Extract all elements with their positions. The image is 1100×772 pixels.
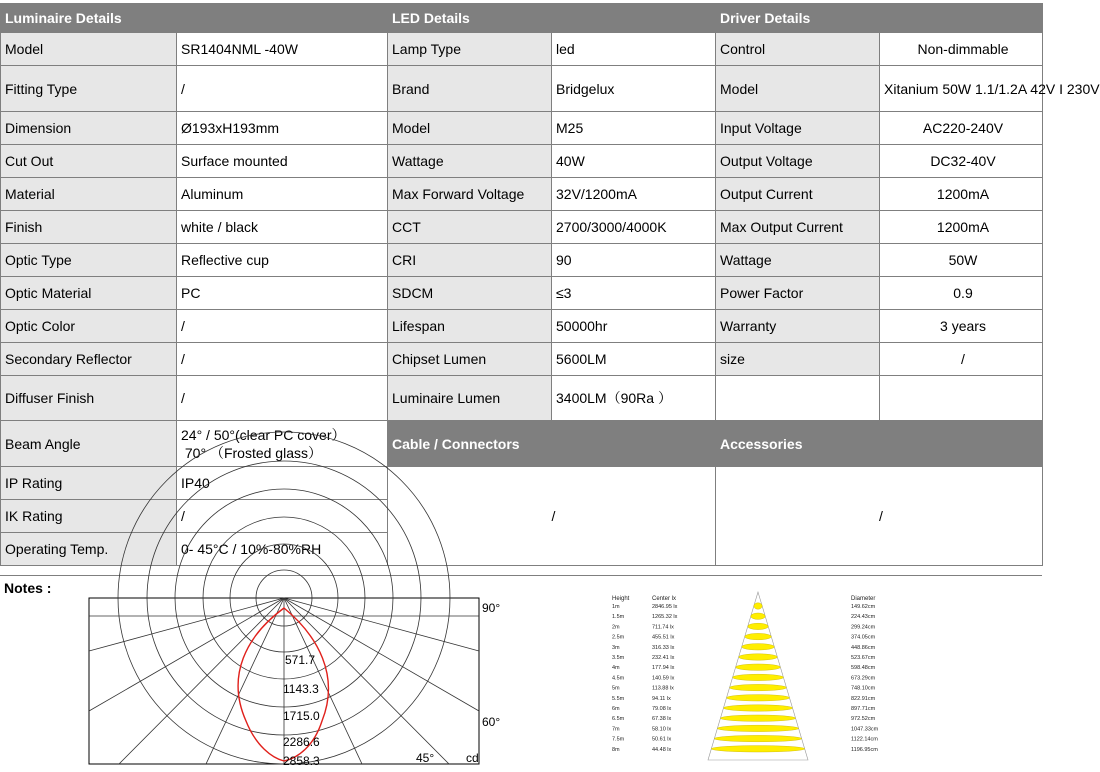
cone-diameter: 149.62cm: [851, 604, 876, 610]
cone-ring: [730, 684, 787, 690]
row-value: 40W: [552, 145, 716, 178]
row-value: /: [177, 376, 388, 421]
row-value: M25: [552, 112, 716, 145]
angle-label: 90°: [482, 601, 501, 615]
header-row: [1, 4, 1043, 33]
row-value: /: [880, 343, 1043, 376]
row-label: Output Voltage: [716, 145, 880, 178]
cable-connectors-value: /: [388, 467, 716, 566]
row-label: Secondary Reflector: [1, 343, 177, 376]
cone-height: 3m: [612, 644, 620, 651]
cone-ring: [736, 664, 781, 670]
cone-diameter: 374.05cm: [851, 634, 876, 641]
cone-ring: [720, 715, 795, 721]
angle-label: 45°: [416, 751, 435, 765]
row-label: CCT: [388, 211, 552, 244]
row-value: 1200mA: [880, 211, 1043, 244]
unit-label: cd: [466, 751, 479, 765]
row-value: 1200mA: [880, 178, 1043, 211]
cone-center-lux: 79.08 lx: [652, 706, 672, 712]
row-label: Max Forward Voltage: [388, 178, 552, 211]
row-value: 32V/1200mA: [552, 178, 716, 211]
cone-column-header: Center lx: [652, 596, 677, 602]
cone-height: 6m: [612, 706, 620, 712]
cone-ring: [723, 705, 792, 711]
row-value: 2700/3000/4000K: [552, 211, 716, 244]
beam-angle-value: [177, 421, 388, 467]
row-label: Wattage: [716, 244, 880, 277]
cable-connectors-header: Cable / Connectors: [388, 421, 716, 467]
table-row: [1, 145, 1043, 178]
cone-height: 7.5m: [612, 736, 625, 743]
row-label: Chipset Lumen: [388, 343, 552, 376]
row-value: 3400LM（90Ra ）: [552, 376, 716, 421]
notes-label: Notes :: [4, 580, 52, 596]
accessories-header: Accessories: [716, 421, 1043, 467]
cone-ring: [711, 746, 804, 752]
row-value: Aluminum: [177, 178, 388, 211]
row-value: 50W: [880, 244, 1043, 277]
row-value: Xitanium 50W 1.1/1.2A 42V I 230V: [880, 66, 1043, 112]
table-row: [1, 343, 1043, 376]
cone-center-lux: 177.94 lx: [652, 665, 675, 672]
header-spacer: [880, 4, 1043, 33]
cone-center-lux: 44.48 lx: [652, 746, 672, 753]
cone-height: 3.5m: [612, 655, 625, 661]
row-label: Optic Material: [1, 277, 177, 310]
empty-cell: [880, 376, 1043, 421]
table-row: [1, 310, 1043, 343]
cone-diameter: 1122.14cm: [851, 736, 878, 743]
empty-cell: [716, 376, 880, 421]
table-row: [1, 178, 1043, 211]
row-label: Warranty: [716, 310, 880, 343]
row-value: Ø193xH193mm: [177, 112, 388, 145]
row-label: Model: [1, 33, 177, 66]
row-label: Wattage: [388, 145, 552, 178]
operating-temp-label: Operating Temp.: [1, 533, 177, 566]
row-label: Optic Color: [1, 310, 177, 343]
spec-table: [0, 3, 1100, 566]
cone-center-lux: 58.10 lx: [652, 726, 672, 733]
cone-ring: [751, 613, 765, 619]
cone-ring: [733, 674, 784, 680]
cone-diameter: 897.71cm: [851, 706, 876, 712]
cone-height: 7m: [612, 726, 620, 733]
cone-height: 2m: [612, 624, 620, 631]
row-label: Control: [716, 33, 880, 66]
row-value: /: [177, 66, 388, 112]
row-value: Reflective cup: [177, 244, 388, 277]
row-value: Non-dimmable: [880, 33, 1043, 66]
ring-label: 1715.0: [283, 709, 320, 723]
row-value: PC: [177, 277, 388, 310]
cone-height: 1.5m: [612, 614, 625, 621]
row-label: Output Current: [716, 178, 880, 211]
header-spacer: [177, 4, 388, 33]
cone-height: 4.5m: [612, 675, 625, 682]
cone-center-lux: 50.61 lx: [652, 736, 672, 743]
cone-center-lux: 455.51 lx: [652, 634, 675, 641]
cone-center-lux: 94.11 lx: [652, 695, 671, 702]
row-value: Bridgelux: [552, 66, 716, 112]
ik-rating-label: IK Rating: [1, 500, 177, 533]
notes-section: [0, 575, 1042, 768]
cone-height: 5.5m: [612, 695, 625, 702]
row-label: Model: [388, 112, 552, 145]
cone-diameter: 299.24cm: [851, 624, 876, 631]
row-value: 3 years: [880, 310, 1043, 343]
table-row: [1, 277, 1043, 310]
cone-height: 5m: [612, 685, 620, 692]
row-value: Surface mounted: [177, 145, 388, 178]
row-label: Lifespan: [388, 310, 552, 343]
cone-height: 2.5m: [612, 634, 625, 641]
ip-rating-value: IP40: [177, 467, 388, 500]
row-value: AC220-240V: [880, 112, 1043, 145]
ring-label: 2858.3: [283, 754, 320, 768]
cone-rows: [612, 603, 879, 753]
ring-label: 571.7: [285, 653, 316, 667]
row-label: Max Output Current: [716, 211, 880, 244]
cone-center-lux: 232.41 lx: [652, 655, 675, 661]
cone-column-header: Diameter: [851, 596, 876, 602]
cone-ring: [739, 654, 778, 660]
row-value: white / black: [177, 211, 388, 244]
cone-diameter: 1196.95cm: [851, 746, 878, 753]
table-row: [1, 467, 1043, 500]
cone-center-lux: 711.74 lx: [652, 624, 674, 631]
cone-height: 4m: [612, 665, 620, 672]
cone-center-lux: 1265.32 lx: [652, 614, 678, 621]
row-label: Brand: [388, 66, 552, 112]
row-value: /: [177, 310, 388, 343]
row-value: 50000hr: [552, 310, 716, 343]
luminaire-details-header: Luminaire Details: [1, 4, 177, 33]
angle-label: 60°: [482, 715, 501, 729]
cone-ring: [742, 644, 775, 650]
cone-ring: [717, 725, 798, 731]
cone-ring: [727, 695, 790, 701]
driver-details-header: Driver Details: [716, 4, 880, 33]
row-label: Optic Type: [1, 244, 177, 277]
row-value: DC32-40V: [880, 145, 1043, 178]
cone-diameter: 448.86cm: [851, 644, 876, 651]
cone-diameter: 224.43cm: [851, 614, 876, 621]
led-details-header: LED Details: [388, 4, 552, 33]
cone-diameter: 822.91cm: [851, 695, 876, 702]
row-value: 90: [552, 244, 716, 277]
row-label: CRI: [388, 244, 552, 277]
table-row: [1, 244, 1043, 277]
beam-angle-label: Beam Angle: [1, 421, 177, 467]
row-label: Material: [1, 178, 177, 211]
cone-ring: [714, 735, 801, 741]
cone-diameter: 673.29cm: [851, 675, 876, 682]
row-label: Cut Out: [1, 145, 177, 178]
row-label: Input Voltage: [716, 112, 880, 145]
header-spacer: [552, 4, 716, 33]
row-label: Lamp Type: [388, 33, 552, 66]
table-row: [1, 211, 1043, 244]
cone-height: 8m: [612, 746, 620, 753]
row-label: size: [716, 343, 880, 376]
row-label: Luminaire Lumen: [388, 376, 552, 421]
cone-diameter: 523.67cm: [851, 655, 876, 661]
table-row: [1, 421, 1043, 467]
row-value: 0.9: [880, 277, 1043, 310]
row-label: Finish: [1, 211, 177, 244]
cone-ring: [748, 623, 768, 629]
polar-diagram: [86, 596, 526, 766]
row-label: Dimension: [1, 112, 177, 145]
cone-height: 6.5m: [612, 716, 625, 723]
row-label: Diffuser Finish: [1, 376, 177, 421]
cone-height: 1m: [612, 604, 620, 610]
row-value: led: [552, 33, 716, 66]
cone-diameter: 748.10cm: [851, 685, 876, 692]
ring-label: 2286.6: [283, 735, 320, 749]
row-value: 5600LM: [552, 343, 716, 376]
row-value: ≤3: [552, 277, 716, 310]
cone-diameter: 598.48cm: [851, 665, 876, 672]
operating-temp-value: 0- 45°C / 10%-80%RH: [177, 533, 388, 566]
row-label: SDCM: [388, 277, 552, 310]
cone-column-header: Height: [612, 596, 630, 602]
cone-center-lux: 316.33 lx: [652, 644, 675, 651]
table-row: [1, 66, 1043, 112]
row-label: Power Factor: [716, 277, 880, 310]
row-value: SR1404NML -40W: [177, 33, 388, 66]
cone-ring: [754, 603, 762, 609]
ik-rating-value: /: [177, 500, 388, 533]
cone-center-lux: 67.38 lx: [652, 716, 672, 723]
beam-angle-line: 70° （Frosted glass）: [181, 444, 322, 461]
ip-rating-label: IP Rating: [1, 467, 177, 500]
row-value: /: [177, 343, 388, 376]
table-row: [1, 376, 1043, 421]
cone-center-lux: 113.88 lx: [652, 685, 674, 692]
cone-center-lux: 2846.95 lx: [652, 604, 678, 610]
table-row: [1, 112, 1043, 145]
table-row: [1, 33, 1043, 66]
cone-ring: [745, 633, 772, 639]
ring-label: 1143.3: [283, 682, 319, 696]
row-label: Model: [716, 66, 880, 112]
cone-diameter: 972.52cm: [851, 716, 876, 723]
row-label: Fitting Type: [1, 66, 177, 112]
beam-angle-line: 24° / 50°(clear PC cover）: [181, 426, 346, 443]
accessories-value: /: [716, 467, 1043, 566]
cone-center-lux: 140.59 lx: [652, 675, 675, 682]
cone-diameter: 1047.33cm: [851, 726, 879, 733]
light-cone-diagram: [608, 592, 908, 772]
